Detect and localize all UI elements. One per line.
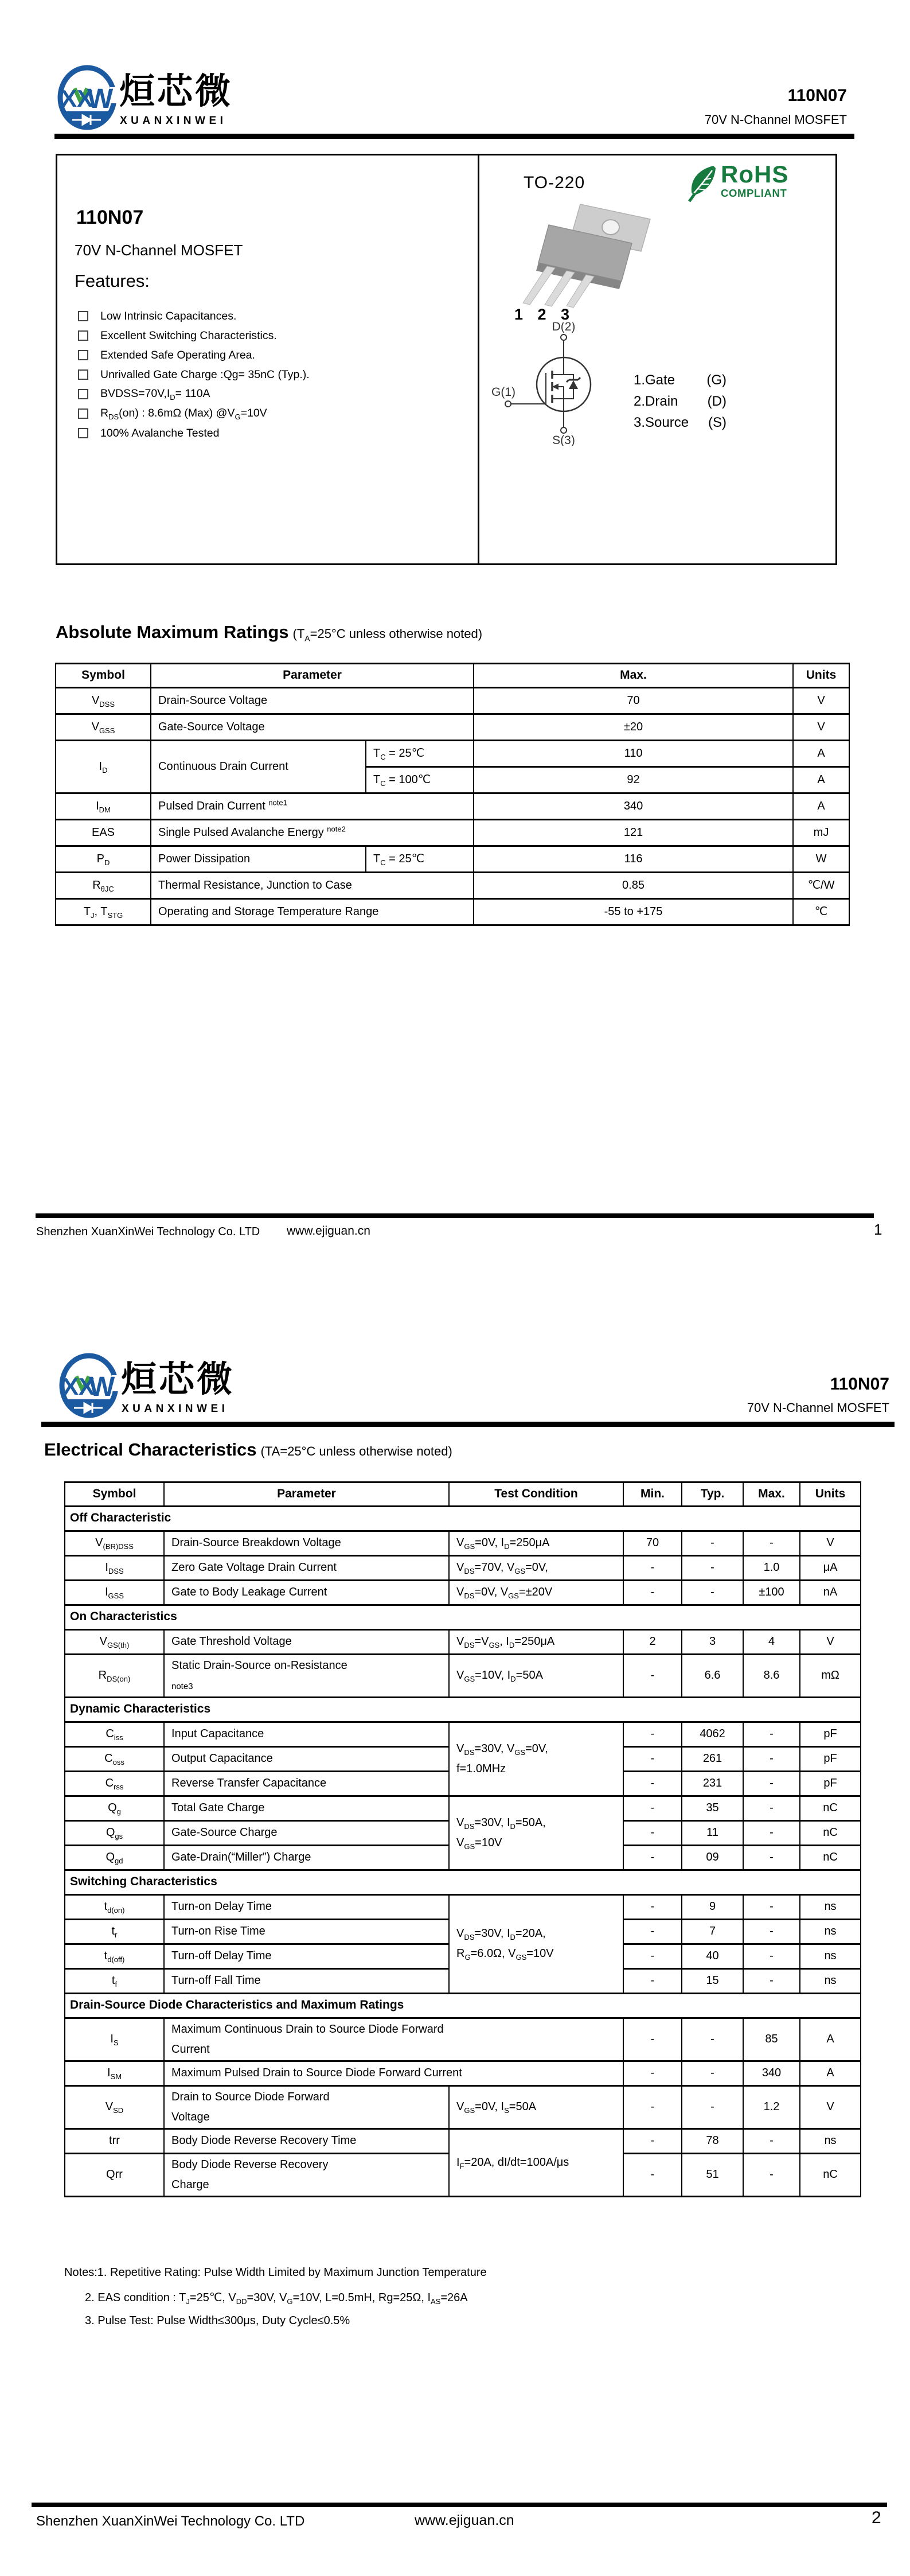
- table-cell: $T_C$ = 100℃: [366, 766, 474, 793]
- logo-letters: XX: [63, 1373, 95, 1400]
- table-row: [56, 898, 849, 925]
- table-cell: -: [623, 1894, 682, 1919]
- table-cell: 340: [743, 2061, 800, 2085]
- package-image: [494, 196, 672, 308]
- checkbox-icon: [78, 350, 88, 360]
- part-number: 110N07: [787, 86, 847, 105]
- pin-name: 2.Drain: [634, 394, 678, 409]
- table-cell: 70: [623, 1531, 682, 1555]
- table-cell: 35: [682, 1796, 743, 1820]
- pin-legend-item: [634, 415, 727, 431]
- table-cell: $Q_g$: [65, 1796, 164, 1820]
- table-cell: -: [623, 2085, 682, 2128]
- table-cell: 7: [682, 1919, 743, 1944]
- amr-title: Absolute Maximum Ratings: [56, 622, 289, 642]
- table-cell: mJ: [793, 819, 849, 846]
- column-header: Units: [793, 664, 849, 688]
- table-cell: trr: [65, 2128, 164, 2153]
- table-cell: Operating and Storage Temperature Range: [151, 898, 474, 925]
- gate-label: G(1): [491, 386, 515, 399]
- table-cell: $V_{GS}=0V$, $I_S=50A$: [449, 2085, 623, 2128]
- table-row: [65, 1482, 861, 1507]
- note-2: 2. EAS condition : $T_J=25℃$, $V_{DD}=30V$, $V_G=10V$, L=0.5mH, Rg=25Ω, $I_{AS}=26A$: [85, 2291, 468, 2306]
- checkbox-icon: [78, 389, 88, 399]
- checkbox-icon: [78, 369, 88, 380]
- table-cell: $t_{d(on)}$: [65, 1894, 164, 1919]
- table-row: [56, 664, 849, 688]
- company-name-cn: 烜芯微: [121, 1358, 235, 1400]
- column-header: Max.: [743, 1482, 800, 1507]
- table-cell: Body Diode Reverse Recovery Time: [164, 2128, 449, 2153]
- features-heading: Features:: [75, 271, 150, 291]
- table-cell: -: [623, 1654, 682, 1697]
- table-cell: -: [623, 1771, 682, 1796]
- table-cell: pF: [800, 1746, 861, 1771]
- table-cell: -: [743, 2128, 800, 2153]
- table-row: [65, 1506, 861, 1531]
- drain-label: D(2): [552, 322, 576, 333]
- part-subtitle: 70V N-Channel MOSFET: [747, 1400, 889, 1415]
- table-cell: -: [623, 1820, 682, 1845]
- table-row: [65, 2128, 861, 2153]
- table-cell: Pulsed Drain Current $^{note1}$: [151, 793, 474, 819]
- table-cell: $T_C$ = 25℃: [366, 740, 474, 766]
- checkbox-icon: [78, 311, 88, 321]
- table-cell: -: [623, 2018, 682, 2061]
- feature-text: $R_{DS}(on)$ : 8.6mΩ (Max) $@V_G=10V$: [100, 406, 267, 421]
- table-row: [56, 846, 849, 872]
- product-subtitle: 70V N-Channel MOSFET: [75, 242, 243, 259]
- table-cell: 110: [474, 740, 793, 766]
- table-cell: Drain-Source Breakdown Voltage: [164, 1531, 449, 1555]
- table-cell: nC: [800, 2153, 861, 2196]
- pin-numbers-label: 1 2 3: [514, 306, 575, 323]
- table-cell: ℃/W: [793, 872, 849, 898]
- table-cell: A: [793, 793, 849, 819]
- rohs-compliant-label: COMPLIANT: [721, 187, 787, 199]
- table-cell: 231: [682, 1771, 743, 1796]
- table-row: [65, 1894, 861, 1919]
- table-cell: -: [682, 2061, 743, 2085]
- table-cell: $Q_{gs}$: [65, 1820, 164, 1845]
- table-cell: Gate-Source Voltage: [151, 714, 474, 740]
- table-cell: -: [623, 1555, 682, 1580]
- table-cell: nA: [800, 1580, 861, 1605]
- table-cell: $V_{DSS}$: [56, 687, 151, 714]
- ec-title: Electrical Characteristics: [44, 1439, 257, 1460]
- feature-item: [78, 306, 310, 326]
- table-cell: Reverse Transfer Capacitance: [164, 1771, 449, 1796]
- table-cell: $R_{\theta JC}$: [56, 872, 151, 898]
- table-cell: Single Pulsed Avalanche Energy $^{note2}$: [151, 819, 474, 846]
- table-cell: A: [800, 2018, 861, 2061]
- amr-heading: [56, 622, 482, 643]
- pin-symbol: (D): [707, 394, 727, 409]
- feature-item: [78, 326, 310, 345]
- table-cell: pF: [800, 1722, 861, 1746]
- column-header: Parameter: [151, 664, 474, 688]
- body-diode: [569, 380, 578, 389]
- table-cell: -: [623, 1944, 682, 1968]
- table-cell: $V_{DS}=30V$, $I_D=50A$, $V_{GS}=10V$: [449, 1796, 623, 1870]
- table-cell: V: [793, 687, 849, 714]
- table-cell: $T_J$, $T_{STG}$: [56, 898, 151, 925]
- table-cell: 1.2: [743, 2085, 800, 2128]
- column-header: Max.: [474, 664, 793, 688]
- table-cell: 85: [743, 2018, 800, 2061]
- table-cell: $V_{DS}=30V$, $I_D=20A$, $R_G=6.0\Omega$, $V_{GS}=10V$: [449, 1894, 623, 1993]
- column-header: Symbol: [65, 1482, 164, 1507]
- table-cell: -: [743, 1919, 800, 1944]
- header-rule: [41, 1422, 895, 1427]
- feature-text: Low Intrinsic Capacitances.: [100, 309, 237, 322]
- table-cell: -: [623, 1722, 682, 1746]
- table-cell: -: [743, 1796, 800, 1820]
- note-1: Notes:1. Repetitive Rating: Pulse Width Limited by Maximum Junction Temperature: [64, 2266, 487, 2279]
- footer-company: Shenzhen XuanXinWei Technology Co. LTD: [36, 1225, 260, 1238]
- table-cell: -: [743, 1746, 800, 1771]
- feature-text: $BVDSS=70V,I_D= 110A$: [100, 387, 210, 402]
- table-cell: -: [623, 2061, 682, 2085]
- pin-legend-item: [634, 394, 727, 410]
- table-cell: -: [743, 2153, 800, 2196]
- table-cell: ±20: [474, 714, 793, 740]
- part-subtitle: 70V N-Channel MOSFET: [704, 112, 847, 127]
- table-cell: A: [793, 766, 849, 793]
- feature-item: [78, 365, 310, 384]
- table-cell: $t_r$: [65, 1919, 164, 1944]
- feature-item: [78, 345, 310, 365]
- table-cell: V: [793, 714, 849, 740]
- column-header: Min.: [623, 1482, 682, 1507]
- table-cell: 8.6: [743, 1654, 800, 1697]
- table-row: [56, 872, 849, 898]
- table-cell: -: [623, 1845, 682, 1870]
- table-cell: 15: [682, 1968, 743, 1993]
- checkbox-icon: [78, 408, 88, 419]
- footer-website: www.ejiguan.cn: [415, 2512, 514, 2528]
- amr-condition: ($T_A=25^\circ C$ unless otherwise noted): [292, 627, 483, 643]
- table-cell: $V_{GS}=0V$, $I_D=250\mu A$: [449, 1531, 623, 1555]
- footer-company: Shenzhen XuanXinWei Technology Co. LTD: [36, 2513, 305, 2529]
- table-cell: $I_{SM}$: [65, 2061, 164, 2085]
- table-cell: 261: [682, 1746, 743, 1771]
- footer-website: www.ejiguan.cn: [287, 1224, 370, 1238]
- table-cell: 6.6: [682, 1654, 743, 1697]
- feature-item: [78, 423, 310, 443]
- company-logo-icon: [59, 1352, 120, 1420]
- note-3: 3. Pulse Test: Pulse Width≤300μs, Duty Cycle≤0.5%: [85, 2314, 350, 2327]
- table-cell: $V_{GSS}$: [56, 714, 151, 740]
- company-name-en: XUANXINWEI: [120, 115, 227, 127]
- product-title: 110N07: [76, 207, 144, 228]
- table-cell: 3: [682, 1629, 743, 1654]
- table-cell: 340: [474, 793, 793, 819]
- table-cell: 121: [474, 819, 793, 846]
- source-label: S(3): [552, 434, 575, 446]
- table-cell: $I_S$: [65, 2018, 164, 2061]
- table-cell: $V_{SD}$: [65, 2085, 164, 2128]
- table-cell: $V_{GS}=10V$, $I_D=50A$: [449, 1654, 623, 1697]
- table-cell: -: [682, 1580, 743, 1605]
- column-header: Typ.: [682, 1482, 743, 1507]
- section-header-cell: Dynamic Characteristics: [65, 1697, 861, 1722]
- company-logo-icon: [57, 64, 118, 132]
- table-cell: 78: [682, 2128, 743, 2153]
- table-row: [65, 1605, 861, 1629]
- table-row: [56, 687, 849, 714]
- table-cell: nC: [800, 1796, 861, 1820]
- table-cell: mΩ: [800, 1654, 861, 1697]
- table-cell: $I_F=20A$, dI/dt=100A/μs: [449, 2128, 623, 2196]
- checkbox-icon: [78, 330, 88, 341]
- mosfet-symbol-lines: [505, 334, 591, 433]
- table-cell: 4062: [682, 1722, 743, 1746]
- table-cell: -: [743, 1845, 800, 1870]
- table-cell: Continuous Drain Current: [151, 740, 366, 793]
- table-row: [65, 2018, 861, 2061]
- table-cell: $V_{GS(th)}$: [65, 1629, 164, 1654]
- table-cell: 2: [623, 1629, 682, 1654]
- table-row: [65, 1555, 861, 1580]
- table-cell: ns: [800, 1894, 861, 1919]
- table-cell: Qrr: [65, 2153, 164, 2196]
- table-cell: nC: [800, 1820, 861, 1845]
- table-cell: $P_D$: [56, 846, 151, 872]
- table-cell: -: [682, 2018, 743, 2061]
- table-cell: Total Gate Charge: [164, 1796, 449, 1820]
- absolute-maximum-ratings-table: [55, 663, 850, 926]
- table-cell: Turn-off Delay Time: [164, 1944, 449, 1968]
- footer-rule: [36, 1213, 874, 1218]
- table-cell: -: [743, 1531, 800, 1555]
- table-cell: 40: [682, 1944, 743, 1968]
- table-cell: -: [743, 1968, 800, 1993]
- rohs-leaf-icon: [688, 165, 719, 203]
- table-cell: pF: [800, 1771, 861, 1796]
- pin-symbol: (S): [708, 415, 727, 430]
- footer-rule: [32, 2503, 887, 2507]
- table-row: [65, 2085, 861, 2128]
- table-cell: $V_{DS}=V_{GS}$, $I_D=250\mu A$: [449, 1629, 623, 1654]
- feature-text: Extended Safe Operating Area.: [100, 348, 255, 361]
- table-cell: ns: [800, 1944, 861, 1968]
- table-cell: $Q_{gd}$: [65, 1845, 164, 1870]
- table-cell: V: [800, 2085, 861, 2128]
- table-cell: $V_{DS}=30V$, $V_{GS}=0V$, f=1.0MHz: [449, 1722, 623, 1796]
- table-cell: $T_C$ = 25℃: [366, 846, 474, 872]
- table-row: [56, 819, 849, 846]
- table-cell: nC: [800, 1845, 861, 1870]
- table-cell: 51: [682, 2153, 743, 2196]
- table-row: [65, 2061, 861, 2085]
- table-cell: W: [793, 846, 849, 872]
- table-cell: -: [682, 2085, 743, 2128]
- table-cell: 9: [682, 1894, 743, 1919]
- table-cell: $I_D$: [56, 740, 151, 793]
- feature-text: Unrivalled Gate Charge :Qg= 35nC (Typ.).: [100, 368, 310, 381]
- feature-item: [78, 404, 310, 423]
- table-row: [65, 1870, 861, 1894]
- table-cell: Drain-Source Voltage: [151, 687, 474, 714]
- table-cell: V: [800, 1629, 861, 1654]
- table-cell: Thermal Resistance, Junction to Case: [151, 872, 474, 898]
- table-cell: A: [800, 2061, 861, 2085]
- table-cell: A: [793, 740, 849, 766]
- table-row: [65, 1580, 861, 1605]
- section-header-cell: On Characteristics: [65, 1605, 861, 1629]
- table-cell: -: [743, 1894, 800, 1919]
- logo-letters: XX: [61, 85, 93, 112]
- table-row: [65, 1654, 861, 1697]
- package-name: TO-220: [524, 173, 585, 192]
- table-cell: 09: [682, 1845, 743, 1870]
- table-row: [56, 714, 849, 740]
- table-cell: -: [623, 2153, 682, 2196]
- table-cell: $t_{d(off)}$: [65, 1944, 164, 1968]
- electrical-characteristics-table: [64, 1481, 861, 2197]
- table-cell: -: [743, 1944, 800, 1968]
- section-header-cell: Switching Characteristics: [65, 1870, 861, 1894]
- table-cell: Gate to Body Leakage Current: [164, 1580, 449, 1605]
- table-cell: $C_{oss}$: [65, 1746, 164, 1771]
- company-name-cn: 烜芯微: [119, 70, 233, 112]
- checkbox-icon: [78, 428, 88, 438]
- table-cell: ns: [800, 2128, 861, 2153]
- table-cell: Maximum Continuous Drain to Source Diode Forward Current: [164, 2018, 623, 2061]
- mosfet-symbol: [486, 322, 598, 446]
- table-cell: ±100: [743, 1580, 800, 1605]
- table-cell: ℃: [793, 898, 849, 925]
- pin-name: 3.Source: [634, 415, 689, 430]
- rohs-label: RoHS: [721, 161, 789, 188]
- part-number: 110N07: [830, 1375, 889, 1394]
- table-cell: -: [743, 1820, 800, 1845]
- table-cell: -: [743, 1771, 800, 1796]
- table-row: [65, 1796, 861, 1820]
- features-list: [78, 306, 310, 443]
- table-row: [65, 1531, 861, 1555]
- pin-legend: [634, 372, 727, 431]
- table-cell: $V_{DS}=0V$, $V_{GS}=\pm 20V$: [449, 1580, 623, 1605]
- page-number: 1: [874, 1221, 882, 1238]
- ec-heading: [44, 1439, 452, 1460]
- pin-name: 1.Gate: [634, 372, 675, 388]
- header-rule: [54, 134, 854, 139]
- section-header-cell: Off Characteristic: [65, 1506, 861, 1531]
- table-cell: -: [623, 1919, 682, 1944]
- table-cell: Turn-on Delay Time: [164, 1894, 449, 1919]
- table-cell: ns: [800, 1968, 861, 1993]
- table-cell: -: [623, 1796, 682, 1820]
- table-cell: Body Diode Reverse Recovery Charge: [164, 2153, 449, 2196]
- table-cell: V: [800, 1531, 861, 1555]
- page-number: 2: [872, 2508, 881, 2527]
- table-cell: 11: [682, 1820, 743, 1845]
- table-cell: $R_{DS(on)}$: [65, 1654, 164, 1697]
- table-row: [56, 793, 849, 819]
- table-cell: ns: [800, 1919, 861, 1944]
- table-row: [65, 1722, 861, 1746]
- table-cell: $I_{GSS}$: [65, 1580, 164, 1605]
- table-cell: Gate Threshold Voltage: [164, 1629, 449, 1654]
- table-cell: Input Capacitance: [164, 1722, 449, 1746]
- company-name-en: XUANXINWEI: [122, 1403, 229, 1415]
- table-cell: 116: [474, 846, 793, 872]
- table-cell: 92: [474, 766, 793, 793]
- table-cell: Maximum Pulsed Drain to Source Diode Forward Current: [164, 2061, 623, 2085]
- table-cell: $C_{iss}$: [65, 1722, 164, 1746]
- column-header: Symbol: [56, 664, 151, 688]
- table-cell: Output Capacitance: [164, 1746, 449, 1771]
- table-cell: -: [623, 2128, 682, 2153]
- column-header: Test Condition: [449, 1482, 623, 1507]
- pin-symbol: (G): [706, 372, 727, 388]
- rohs-badge: [721, 162, 788, 199]
- table-cell: -: [623, 1580, 682, 1605]
- table-cell: $I_{DSS}$: [65, 1555, 164, 1580]
- pin-legend-item: [634, 372, 727, 388]
- logo-wave-letter: W: [87, 84, 114, 114]
- table-cell: $V_{DS}=70V$, $V_{GS}=0V$,: [449, 1555, 623, 1580]
- table-cell: Gate-Drain(“Miller”) Charge: [164, 1845, 449, 1870]
- table-cell: Gate-Source Charge: [164, 1820, 449, 1845]
- logo-wave-letter: W: [89, 1372, 115, 1402]
- feature-item: [78, 384, 310, 404]
- table-cell: $I_{DM}$: [56, 793, 151, 819]
- table-cell: Zero Gate Voltage Drain Current: [164, 1555, 449, 1580]
- table-cell: -: [743, 1722, 800, 1746]
- table-row: [65, 1629, 861, 1654]
- table-cell: $t_f$: [65, 1968, 164, 1993]
- feature-text: Excellent Switching Characteristics.: [100, 329, 277, 342]
- column-header: Parameter: [164, 1482, 449, 1507]
- table-cell: -: [623, 1746, 682, 1771]
- table-row: [65, 1993, 861, 2018]
- table-cell: Static Drain-Source on-Resistance note3: [164, 1654, 449, 1697]
- table-cell: 1.0: [743, 1555, 800, 1580]
- column-header: Units: [800, 1482, 861, 1507]
- table-cell: Turn-on Rise Time: [164, 1919, 449, 1944]
- feature-text: 100% Avalanche Tested: [100, 426, 220, 439]
- box-divider: [478, 154, 479, 565]
- table-cell: Drain to Source Diode Forward Voltage: [164, 2085, 449, 2128]
- section-header-cell: Drain-Source Diode Characteristics and Maximum Ratings: [65, 1993, 861, 2018]
- table-cell: -: [623, 1968, 682, 1993]
- table-cell: $V_{(BR)DSS}$: [65, 1531, 164, 1555]
- table-row: [56, 740, 849, 766]
- table-cell: Turn-off Fall Time: [164, 1968, 449, 1993]
- ec-condition: (TA=25°C unless otherwise noted): [260, 1444, 452, 1458]
- table-cell: -: [682, 1555, 743, 1580]
- table-cell: μA: [800, 1555, 861, 1580]
- table-cell: EAS: [56, 819, 151, 846]
- table-row: [65, 1697, 861, 1722]
- table-cell: 4: [743, 1629, 800, 1654]
- table-cell: Power Dissipation: [151, 846, 366, 872]
- table-cell: -55 to +175: [474, 898, 793, 925]
- table-cell: -: [682, 1531, 743, 1555]
- table-cell: $C_{rss}$: [65, 1771, 164, 1796]
- table-cell: 70: [474, 687, 793, 714]
- table-cell: 0.85: [474, 872, 793, 898]
